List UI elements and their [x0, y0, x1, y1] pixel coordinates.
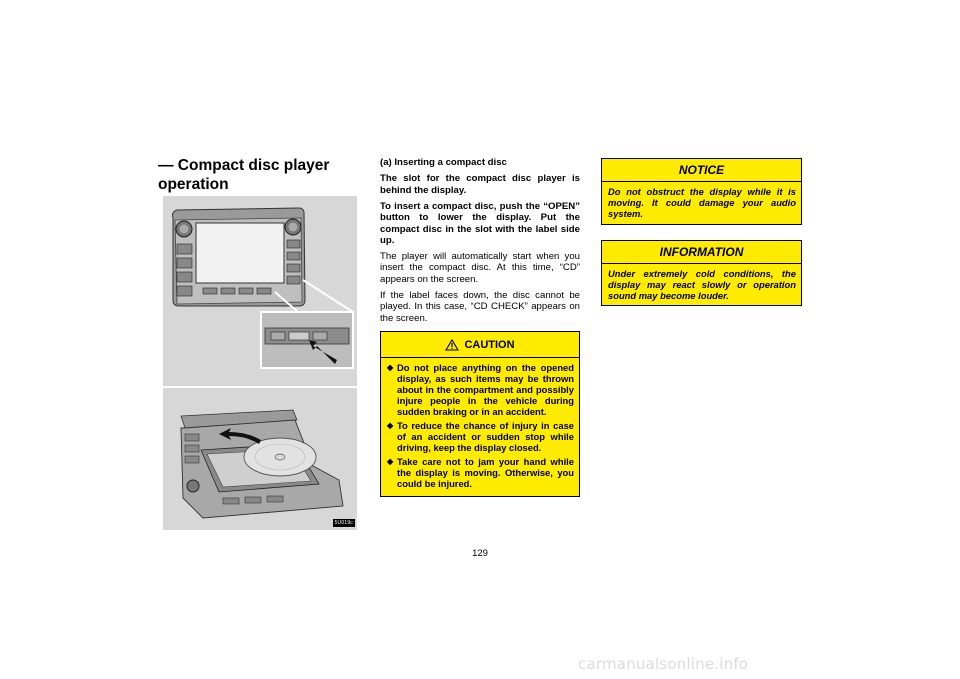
page-number: 129: [472, 548, 488, 559]
head-unit-drawing: [163, 196, 357, 386]
caution-item: [387, 456, 574, 489]
diamond-bullet-icon: ◆: [387, 457, 394, 466]
caution-list: [381, 362, 579, 489]
notice-box: [601, 158, 802, 225]
section-title: — Compact disc player operation: [158, 157, 330, 193]
instructions-column: [380, 157, 580, 329]
information-title: INFORMATION: [602, 241, 801, 264]
caution-item-text: Take care not to jam your hand while the display is moving. Otherwise, you could be injured.: [397, 456, 574, 489]
notice-title: NOTICE: [602, 159, 801, 182]
subhead-inserting: (a) Inserting a compact disc: [380, 157, 507, 168]
caution-item-text: Do not place anything on the opened display, as such items may be thrown about in the compartment and possibly injure people in the vehicle during sudden braking or in an accident.: [397, 362, 574, 417]
warning-triangle-icon: [445, 339, 459, 351]
paragraph-autostart: The player will automatically start when you insert the compact disc. At this time, “CD” appears on the screen.: [380, 251, 580, 285]
caution-item: [387, 420, 574, 453]
figure-code: 5U019c: [334, 520, 353, 526]
disc-insert-drawing: [163, 388, 357, 530]
paragraph-slot: The slot for the compact disc player is behind the display.: [380, 173, 580, 196]
caution-title: CAUTION: [464, 339, 515, 351]
diamond-bullet-icon: ◆: [387, 421, 394, 430]
caution-item: [387, 362, 574, 417]
figure-cd-player: [163, 196, 357, 530]
information-text: Under extremely cold conditions, the display may react slowly or operation sound may become louder.: [608, 268, 796, 302]
paragraph-insert-steps: To insert a compact disc, push the “OPEN” button to lower the display. Put the compact disc in the slot with the label side up.: [380, 200, 580, 247]
figure-head-unit-illustration: [163, 196, 357, 386]
notice-text: Do not obstruct the display while it is moving. It could damage your audio system.: [608, 186, 796, 220]
diamond-bullet-icon: ◆: [387, 363, 394, 372]
watermark: carmanualsonline.info: [578, 655, 749, 673]
figure-disc-insert-illustration: [163, 388, 357, 530]
caution-box: [380, 331, 580, 497]
paragraph-label-down: If the label faces down, the disc cannot be played. In this case, “CD CHECK” appears on the screen.: [380, 289, 580, 324]
caution-item-text: To reduce the chance of injury in case of an accident or sudden stop while driving, keep the display closed.: [397, 420, 574, 453]
caution-header: [381, 339, 579, 351]
information-box: [601, 240, 802, 306]
caution-divider: [381, 357, 579, 358]
